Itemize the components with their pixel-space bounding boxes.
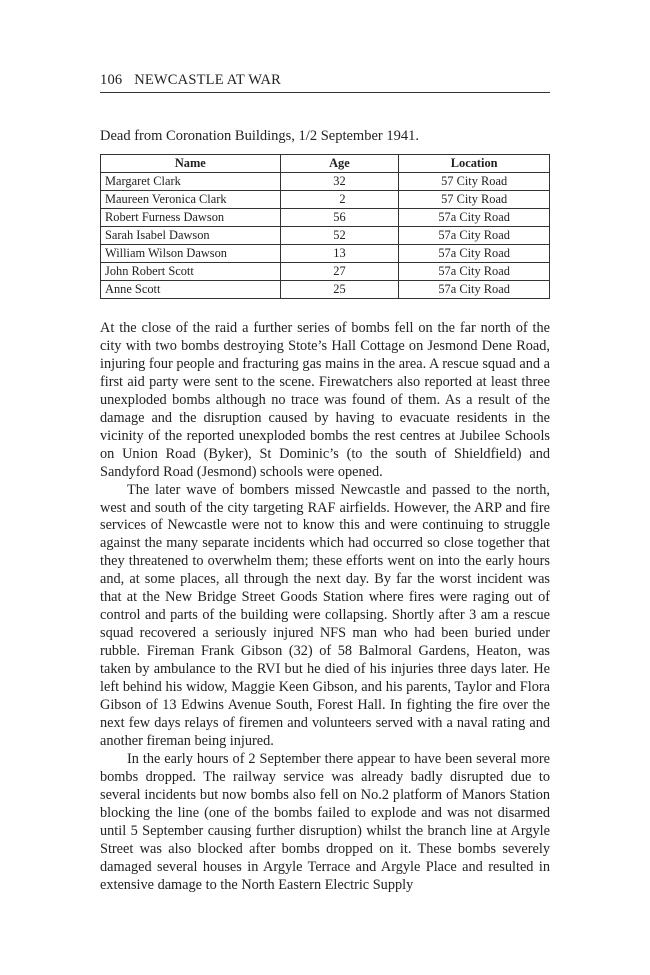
table-row xyxy=(101,245,550,263)
column-header-location: Location xyxy=(399,155,550,173)
column-header-name: Name xyxy=(101,155,281,173)
table-row xyxy=(101,227,550,245)
cell-name: Anne Scott xyxy=(101,281,281,299)
cell-age: 2 xyxy=(280,191,399,209)
cell-age: 13 xyxy=(280,245,399,263)
running-title: NEWCASTLE AT WAR xyxy=(134,72,282,88)
table-row xyxy=(101,191,550,209)
paragraph-3: In the early hours of 2 September there appear to have been several more bombs dropped. The railway service was already badly disrupted due to several incidents but now bombs also fell on No.2 platform of Manors Station blocking the line (one of the bombs failed to explode and was not disarmed until 5 September causing further disruption) whilst the branch line at Argyle Street was also blocked after bombs dropped on it. These bombs severely damaged several houses in Argyle Terrace and Argyle Place and resulted in extensive damage to the North Eastern Electric Supply xyxy=(100,750,550,893)
cell-name: Maureen Veronica Clark xyxy=(101,191,281,209)
paragraph-2: The later wave of bombers missed Newcastle and passed to the north, west and south of the city targeting RAF airfields. However, the ARP and fire services of Newcastle were not to know this and were continuing to struggle against the many separate incidents which had occurred so close together that they threatened to overwhelm them; these efforts went on into the early hours and, at some places, all through the next day. By far the worst incident was that at the New Bridge Street Goods Station where fires were raging out of control and parts of the building were collapsing. Shortly after 3 am a rescue squad recovered a seriously injured NFS man who had been buried under rubble. Fireman Frank Gibson (32) of 58 Balmoral Gardens, Heaton, was taken by ambulance to the RVI but he died of his injuries three days later. He left behind his widow, Maggie Keen Gibson, and his parents, Taylor and Flora Gibson of 13 Edwins Avenue South, Forest Hall. In fighting the fire over the next few days relays of firemen and volunteers served with a naval rating and another fireman being injured. xyxy=(100,481,550,749)
cell-location: 57a City Road xyxy=(399,227,550,245)
cell-age: 32 xyxy=(280,173,399,191)
table-row xyxy=(101,173,550,191)
cell-name: John Robert Scott xyxy=(101,263,281,281)
cell-location: 57a City Road xyxy=(399,281,550,299)
casualty-table xyxy=(100,154,550,299)
cell-location: 57a City Road xyxy=(399,263,550,281)
cell-location: 57 City Road xyxy=(399,173,550,191)
cell-name: Margaret Clark xyxy=(101,173,281,191)
cell-age: 25 xyxy=(280,281,399,299)
cell-age: 56 xyxy=(280,209,399,227)
table-header-row xyxy=(101,155,550,173)
cell-location: 57 City Road xyxy=(399,191,550,209)
cell-name: William Wilson Dawson xyxy=(101,245,281,263)
body-text xyxy=(100,320,550,895)
running-header xyxy=(100,72,550,93)
cell-age: 52 xyxy=(280,227,399,245)
cell-age: 27 xyxy=(280,263,399,281)
page-number: 106 xyxy=(100,72,123,88)
table-row xyxy=(101,263,550,281)
cell-location: 57a City Road xyxy=(399,209,550,227)
cell-name: Robert Furness Dawson xyxy=(101,209,281,227)
cell-name: Sarah Isabel Dawson xyxy=(101,227,281,245)
cell-location: 57a City Road xyxy=(399,245,550,263)
table-row xyxy=(101,281,550,299)
table-caption: Dead from Coronation Buildings, 1/2 September 1941. xyxy=(100,128,419,144)
paragraph-1: At the close of the raid a further series of bombs fell on the far north of the city with two bombs destroying Stote’s Hall Cottage on Jesmond Dene Road, injuring four people and fracturing gas mains in the area. A rescue squad and a first aid party were sent to the scene. Firewatchers also reported at least three unexploded bombs although no trace was found of them. As a result of the damage and the disruption caused by having to evacuate residents in the vicinity of the reported unexploded bombs the rest centres at Jubilee Schools on Union Road (Byker), St Dominic’s (to the south of Shieldfield) and Sandyford Road (Jesmond) schools were opened. xyxy=(100,320,550,480)
column-header-age: Age xyxy=(280,155,399,173)
table-row xyxy=(101,209,550,227)
